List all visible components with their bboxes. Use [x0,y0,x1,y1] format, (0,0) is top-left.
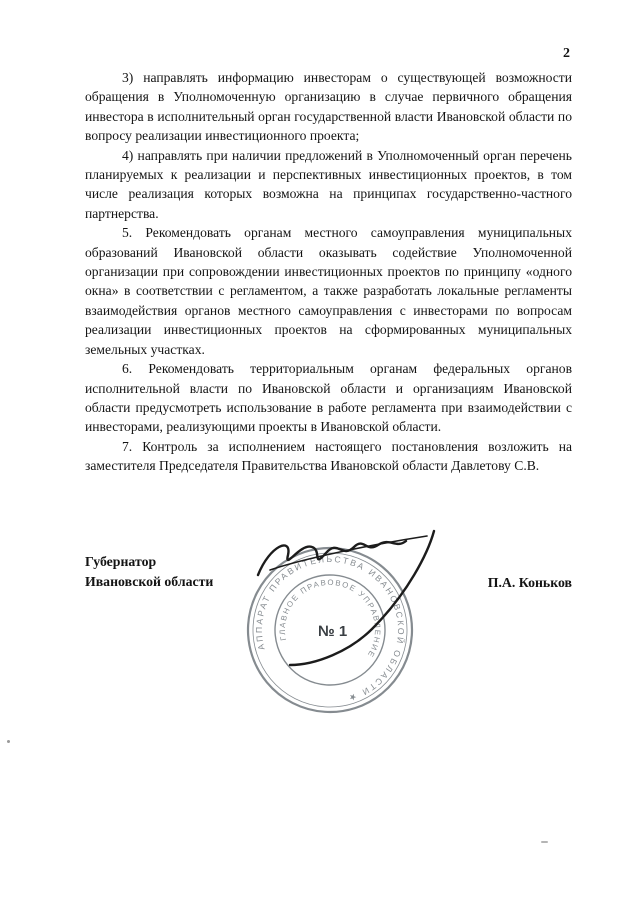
stamp-outer-ring-text: АППАРАТ ПРАВИТЕЛЬСТВА ИВАНОВСКОЙ ОБЛАСТИ ★ [253,553,407,704]
signatory-name: П.А. Коньков [487,575,572,590]
paragraph-7: 7. Контроль за исполнением настоящего постановления возложить на заместителя Председателя Правительства Ивановской области Давлетову С.В. [85,438,572,474]
paragraph-5: 5. Рекомендовать органам местного самоуправления муниципальных образований Ивановской области оказывать содействие Уполномоченной организации при сопровождении инвестиционных проектов по принципу «одного окна» в соответствии с регламентом, а также разработать локальные регламенты взаимодействия органов местного самоуправления с инвесторами по вопросам реализации инвестиционных проектов на сформированных муниципальных земельных участках. [85,225,572,357]
signatory-title [85,552,213,591]
page-number: 2 [563,46,570,61]
scan-artifact [541,841,548,843]
paragraph-6: 6. Рекомендовать территориальным органам федеральных органов исполнительной власти по Ивановской области и организациям Ивановской области предусмотреть использование в работе регламента при взаимодействии с инвесторами, реализующими проекты в Ивановской области. [85,361,572,435]
signatory-title-line1: Губернатор [85,554,157,569]
signature-block [85,552,572,591]
stamp-inner-ring-text: ГЛАВНОЕ ПРАВОВОЕ УПРАВЛЕНИЕ [277,577,383,660]
document-body [85,68,572,476]
stamp-number: № 1 [318,623,348,640]
signatory-title-line2: Ивановской области [85,573,214,589]
signature-and-stamp [175,512,485,727]
paragraph-3: 3) направлять информацию инвесторам о существующей возможности обращения в Уполномоченную организацию в случае первичного обращения инвестора в исполнительный орган государственной власти Ивановской области по вопросу реализации инвестиционного проекта; [85,70,572,144]
scan-artifact [7,740,10,743]
paragraph-4: 4) направлять при наличии предложений в Уполномоченный орган перечень планируемых к реализации и перспективных инвестиционных проектов, в том числе реализация которых возможна на принципах государственно-частного партнерства. [85,147,572,221]
